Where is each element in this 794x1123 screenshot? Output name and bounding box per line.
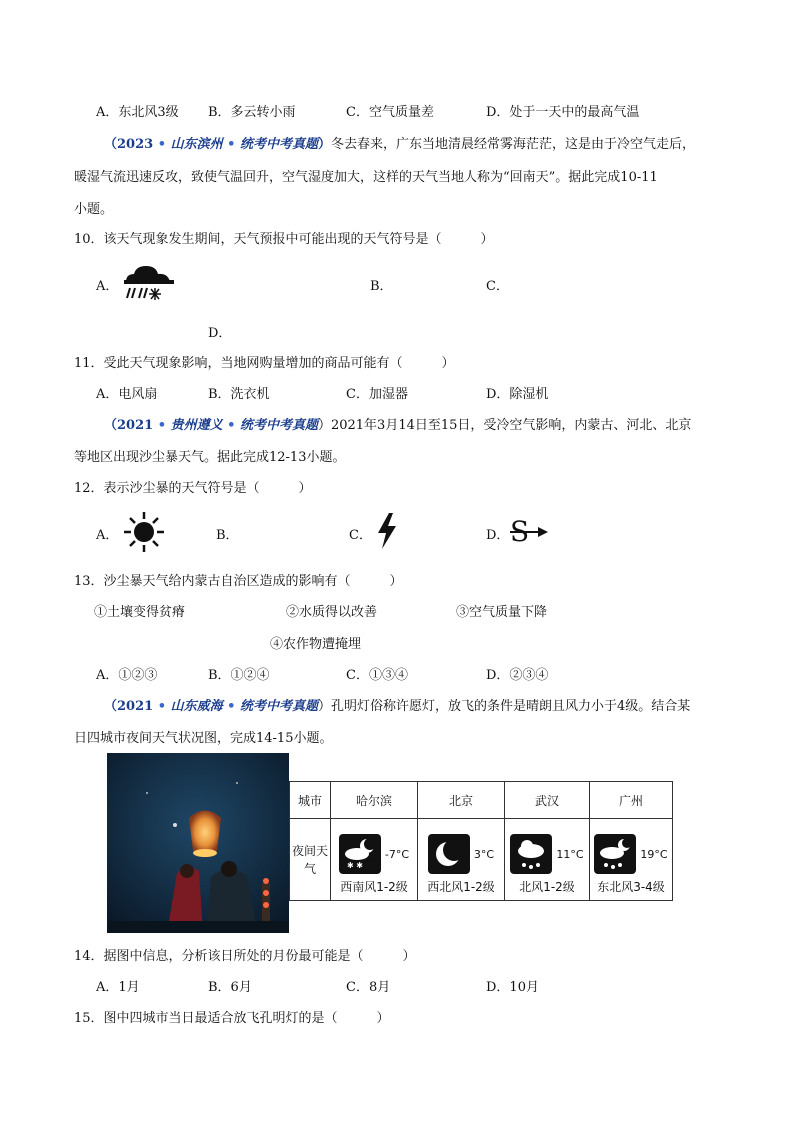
temp-harbin: -7°C: [384, 847, 410, 861]
snow-cloud-moon-icon: [339, 834, 381, 874]
wind-harbin: 西南风1-2级: [340, 880, 408, 894]
svg-text:✱ ✱: ✱ ✱: [346, 861, 363, 870]
intro1-line2: 暖湿气流迅速反攻，致使气温回升，空气湿度加大，这样的天气当地人称为“回南天”。据此完成10-11: [74, 170, 658, 185]
q9-option-c: C．空气质量差: [346, 105, 434, 120]
q11-option-a: A．电风扇: [96, 387, 158, 402]
wind-wuhan: 北风1-2级: [519, 880, 575, 894]
city-name-wuhan: 武汉: [505, 782, 590, 819]
temp-beijing: 3°C: [473, 847, 495, 861]
q10-option-c-label: C．: [486, 279, 509, 294]
q13-item-2: ②水质得以改善: [286, 605, 378, 620]
sky-lantern-photo: [107, 753, 289, 933]
q13-item-3: ③空气质量下降: [456, 605, 548, 620]
weather-cell-wuhan: [505, 819, 590, 901]
q13-item-1: ①土壤变得贫瘠: [94, 605, 186, 620]
q14-option-d: D．10月: [486, 980, 539, 995]
rain-cloud-moon-icon: [594, 834, 636, 874]
crescent-moon-icon: [428, 834, 470, 874]
q9-option-a: A．东北风3级: [96, 105, 179, 120]
weather-cell-guangzhou: [590, 819, 673, 901]
q11-stem: 11．受此天气现象影响，当地网购量增加的商品可能有（ ）: [74, 356, 455, 371]
rain-snow-cloud-icon: [120, 262, 180, 304]
intro1-line1: （2023 • 山东滨州 • 统考中考真题）冬去春来，广东当地清晨经常雾海茫茫，这是由于冷空气走后，: [104, 137, 695, 152]
table-header-label: 城市: [290, 782, 331, 819]
svg-text:S: S: [510, 515, 530, 547]
q14-option-a: A．1月: [96, 980, 140, 995]
q15-stem: 15．图中四城市当日最适合放飞孔明灯的是（ ）: [74, 1011, 390, 1026]
q11-option-c: C．加湿器: [346, 387, 408, 402]
q13-option-c: C．①③④: [346, 668, 408, 683]
q14-option-b: B．6月: [208, 980, 252, 995]
temp-guangzhou: 19°C: [640, 847, 668, 861]
q13-item-4: ④农作物遭掩埋: [270, 637, 362, 652]
intro3-line2: 日四城市夜间天气状况图，完成14-15小题。: [74, 731, 333, 746]
wind-guangzhou: 东北风3-4级: [597, 880, 665, 894]
q13-option-d: D．②③④: [486, 668, 549, 683]
q12-option-b-label: B．: [216, 528, 239, 543]
q11-option-d: D．除湿机: [486, 387, 549, 402]
rain-cloud-icon: [510, 834, 552, 874]
q10-option-b-label: B．: [370, 279, 393, 294]
weather-cell-harbin: [331, 819, 418, 901]
city-name-harbin: 哈尔滨: [331, 782, 418, 819]
lightning-icon: [375, 512, 399, 550]
weather-cell-beijing: [418, 819, 505, 901]
wind-beijing: 西北风1-2级: [427, 880, 495, 894]
q13-stem: 13．沙尘暴天气给内蒙古自治区造成的影响有（ ）: [74, 574, 403, 589]
q12-stem: 12．表示沙尘暴的天气符号是（ ）: [74, 481, 312, 496]
night-weather-table: [289, 781, 673, 901]
table-row-label: 夜间天气: [290, 819, 331, 901]
q14-stem: 14．据图中信息，分析该日所处的月份最可能是（ ）: [74, 949, 416, 964]
intro2-line1: （2021 • 贵州遵义 • 统考中考真题）2021年3月14日至15日，受冷空气影响，内蒙古、河北、北京: [104, 418, 692, 433]
q12-option-c-label: C．: [349, 528, 372, 543]
q14-option-c: C．8月: [346, 980, 391, 995]
q12-option-a-label: A．: [96, 528, 119, 543]
temp-wuhan: 11°C: [556, 847, 584, 861]
q10-stem: 10．该天气现象发生期间，天气预报中可能出现的天气符号是（ ）: [74, 232, 494, 247]
intro1-line3: 小题。: [74, 202, 114, 217]
q10-option-a-label: A．: [96, 279, 119, 294]
intro3-line1: （2021 • 山东威海 • 统考中考真题）孔明灯俗称许愿灯，放飞的条件是晴朗且风力小于4级。结合某: [104, 699, 691, 714]
q12-option-d-label: D．: [486, 528, 510, 543]
city-name-guangzhou: 广州: [590, 782, 673, 819]
q13-option-a: A．①②③: [96, 668, 158, 683]
q9-option-d: D．处于一天中的最高气温: [486, 105, 640, 120]
q10-option-d-label: D．: [208, 326, 232, 341]
q13-option-b: B．①②④: [208, 668, 270, 683]
intro2-line2: 等地区出现沙尘暴天气。据此完成12-13小题。: [74, 450, 346, 465]
city-name-beijing: 北京: [418, 782, 505, 819]
q11-option-b: B．洗衣机: [208, 387, 270, 402]
sandstorm-icon: [508, 515, 550, 547]
sun-icon: [122, 510, 166, 554]
q9-option-b: B．多云转小雨: [208, 105, 296, 120]
